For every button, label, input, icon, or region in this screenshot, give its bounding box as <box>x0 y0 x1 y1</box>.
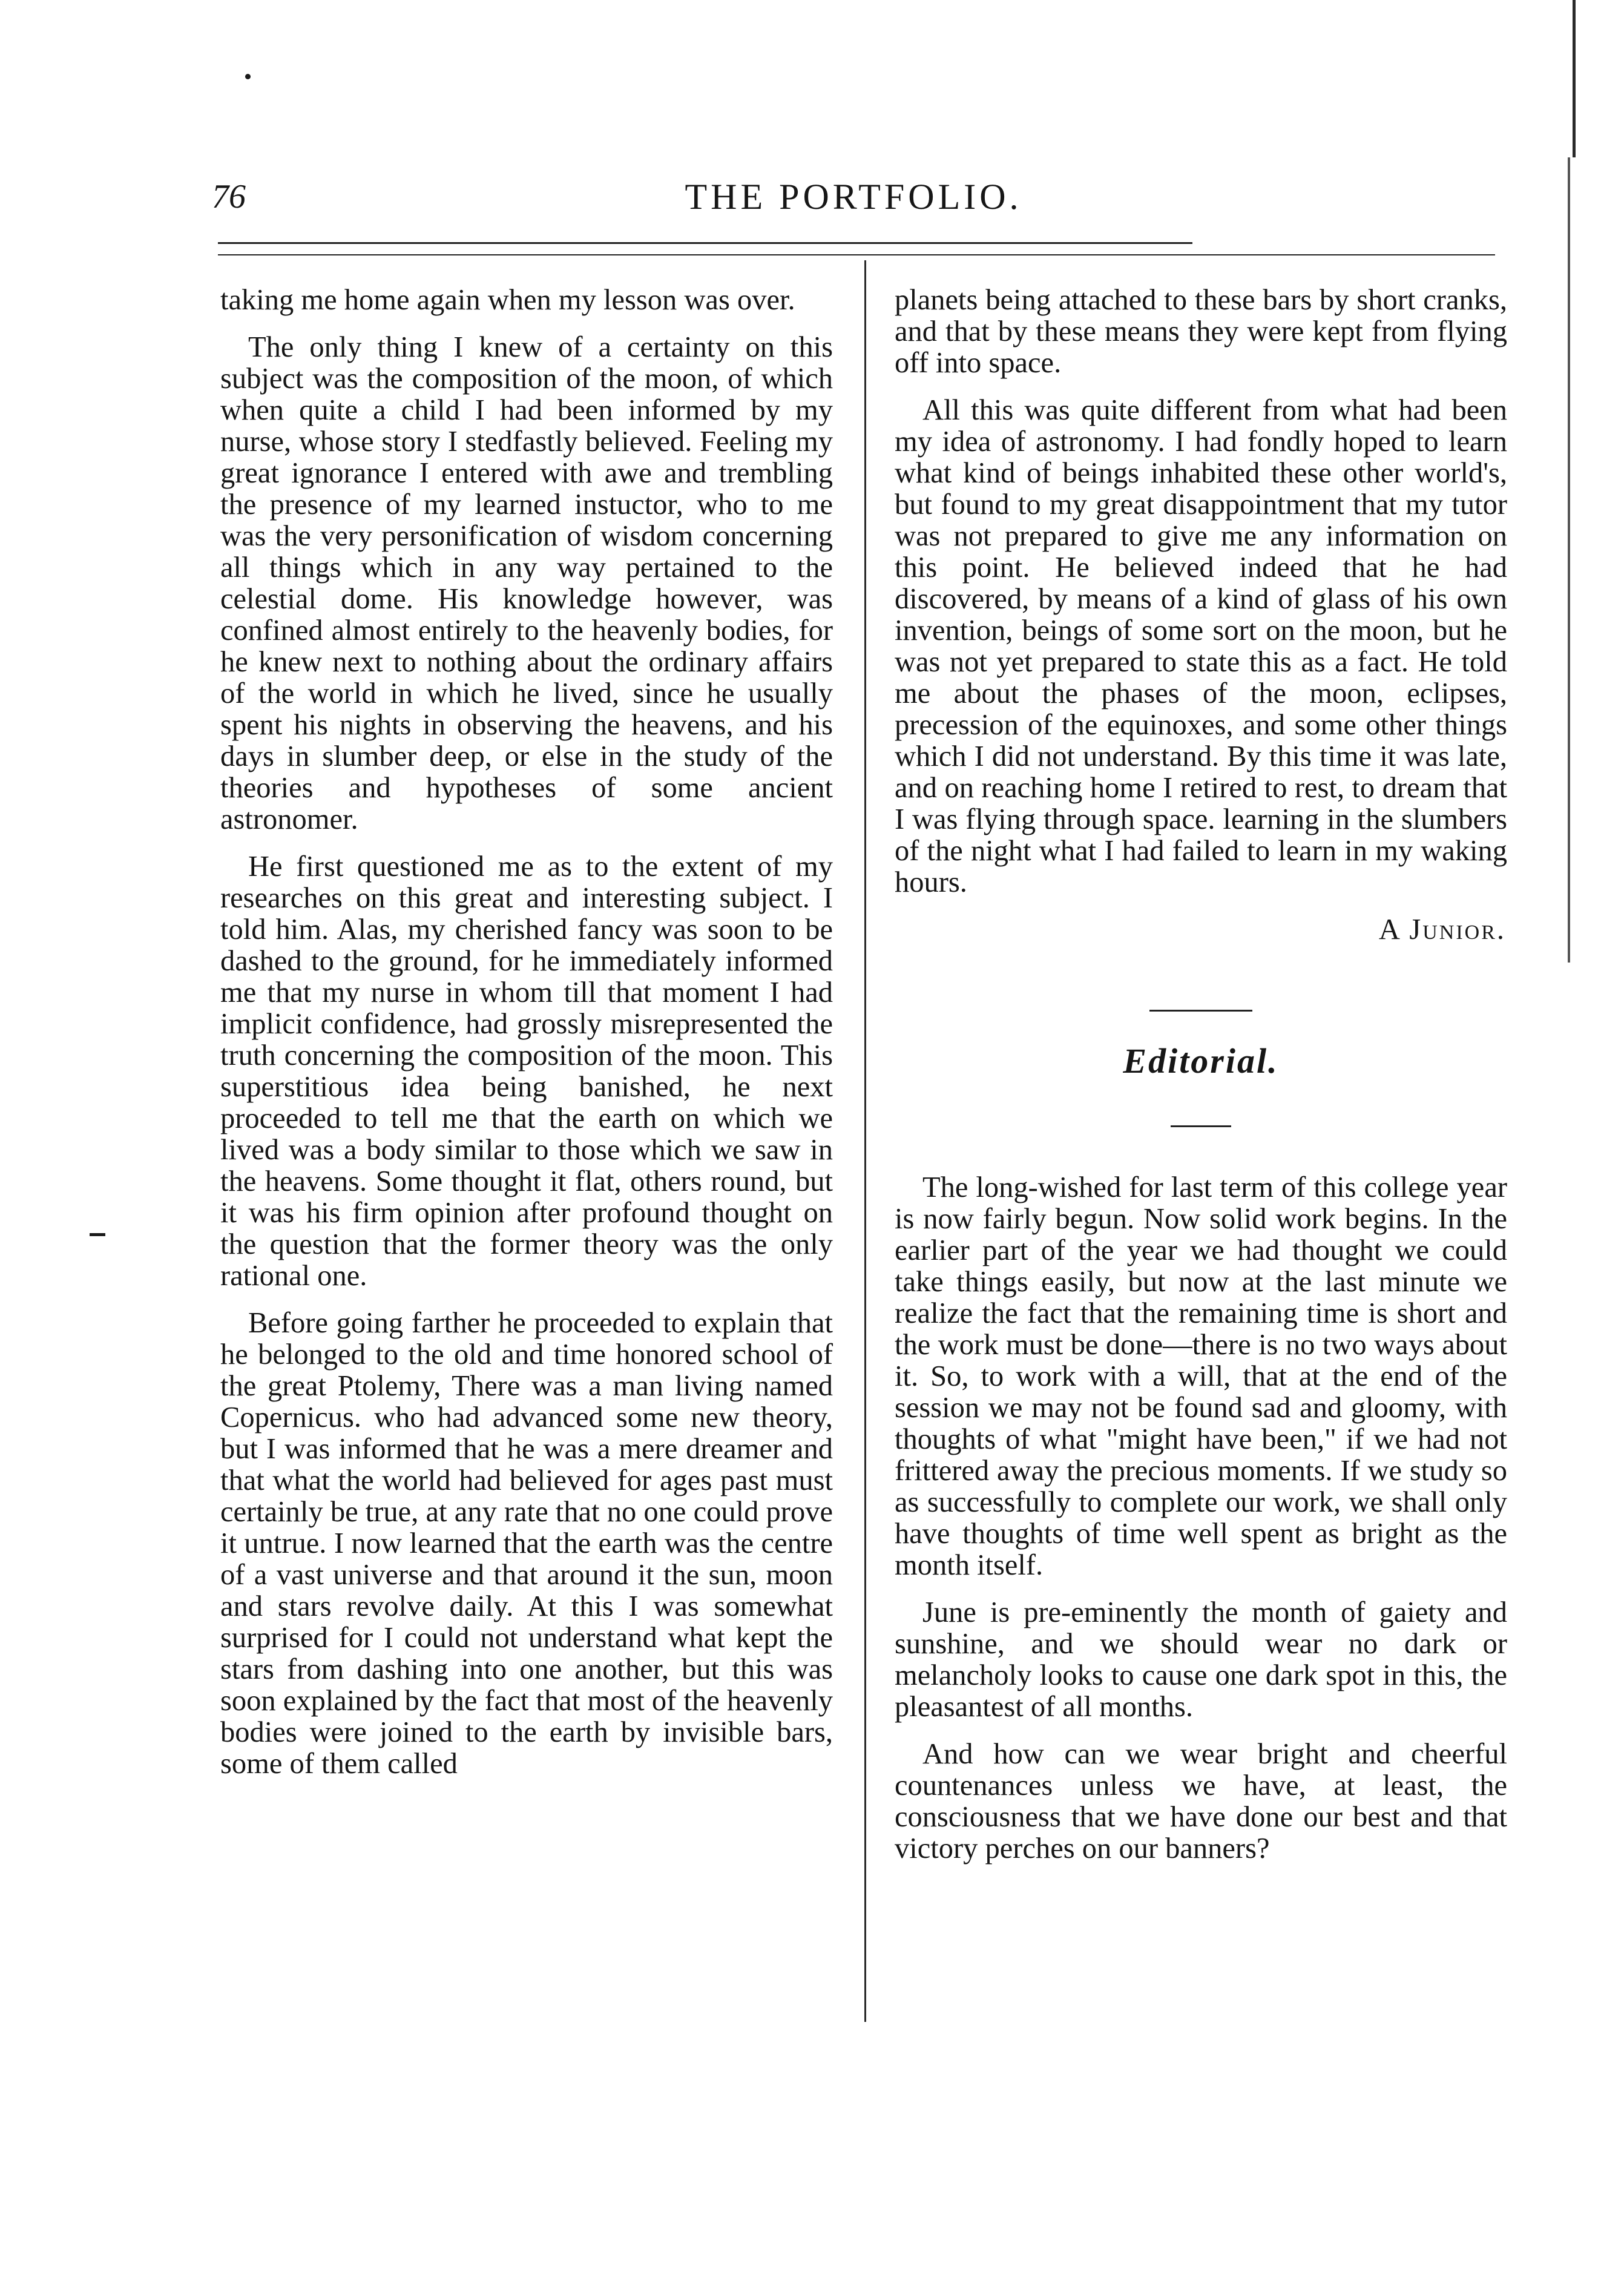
left-paragraph-2: The only thing I knew of a certainty on this subject was the composition of the moon, of which when quite a child I had been informed by my nurse, whose story I stedfastly believed. Feeling my great ignorance I entered with awe and trembling the presence of my learned instuctor, who to me was the very personification of wisdom concerning all things which in any way pertained to the celestial dome. His knowledge however, was confined almost entirely to the heavenly bodies, for he knew next to nothing about the ordinary affairs of the world in which he lived, since he usually spent his nights in observing the heavens, and his days in slumber deep, or else in the study of the theories and hypotheses of some ancient astronomer. <box>220 331 833 835</box>
editorial-paragraph-2: June is pre-eminently the month of gaiety and sunshine, and we should wear no dark or melancholy looks to cause one dark spot in this, the pleasantest of all months. <box>895 1596 1507 1723</box>
editorial-paragraph-1: The long-wished for last term of this college year is now fairly begun. Now solid work begins. In the earlier part of the year we had thought we could take things easily, but now at the last minute we realize the fact that the remaining time is short and the work must be done—there is no two ways about it. So, to work with a will, that at the end of the session we may not be found sad and gloomy, with thoughts of what "might have been," if we had not frittered away the precious moments. If we study so as successfully to complete our work, we shall only have thoughts of time well spent as bright as the month itself. <box>895 1171 1507 1581</box>
running-title: THE PORTFOLIO. <box>685 177 1022 217</box>
page-header <box>200 173 1507 221</box>
editorial-paragraph-3: And how can we wear bright and cheerful countenances unless we have, at least, the consciousness that we have done our best and that victory perches on our banners? <box>895 1738 1507 1865</box>
page-edge-shadow <box>1573 0 1576 157</box>
right-paragraph-2: All this was quite different from what had been my idea of astronomy. I had fondly hoped to learn what kind of beings inhabited these other world's, but found to my great disappointment that my tutor was not prepared to give me any information on this point. He believed indeed that he had discovered, by means of a kind of glass of his own invention, beings of some sort on the moon, but he was not yet prepared to state this as a fact. He told me about the phases of the moon, eclipses, precession of the equinoxes, and some other things which I did not understand. By this time it was late, and on reaching home I retired to rest, to dream that I was flying through space. learning in the slumbers of the night what I had failed to learn in my waking hours. <box>895 394 1507 898</box>
page-number: 76 <box>212 178 246 216</box>
print-speck <box>245 74 251 79</box>
margin-mark <box>90 1233 105 1236</box>
page-edge-shadow-lower <box>1568 157 1570 963</box>
left-column <box>220 285 833 1796</box>
left-paragraph-3: He first questioned me as to the extent of my researches on this great and interesting subject. I told him. Alas, my cherished fancy was soon to be dashed to the ground, for he immediately informed me that my nurse in whom till that moment I had implicit confidence, had grossly misrepresented the truth concerning the composition of the moon. This superstitious idea being banished, he next proceeded to tell me that the earth on which we lived was a body similar to those which we saw in the heavens. Some thought it flat, others round, but it was his firm opinion after profound thought on the question that the former theory was the only rational one. <box>220 851 833 1292</box>
right-column <box>895 285 1507 1880</box>
header-rule-top <box>218 242 1192 244</box>
author-signature: A Junior. <box>1378 913 1506 946</box>
section-title-editorial: Editorial. <box>1123 1041 1279 1081</box>
left-paragraph-4: Before going farther he proceeded to explain that he belonged to the old and time honored school of the great Ptolemy, There was a man living named Copernicus. who had advanced some new theory, but I was informed that he was a mere dreamer and that what the world had believed for ages past must certainly be true, at any rate that no one could prove it untrue. I now learned that the earth was the centre of a vast universe and that around it the sun, moon and stars revolve daily. At this I was somewhat surprised for I could not understand what kept the stars from dashing into one another, but this was soon explained by the fact that most of the heavenly bodies were joined to the earth by invisible bars, some of them called <box>220 1307 833 1780</box>
header-rule-bottom <box>218 254 1495 255</box>
column-divider <box>864 260 866 2022</box>
left-paragraph-1: taking me home again when my lesson was over. <box>220 284 795 316</box>
right-paragraph-1: planets being attached to these bars by short cranks, and that by these means they were kept from flying off into space. <box>895 284 1507 379</box>
